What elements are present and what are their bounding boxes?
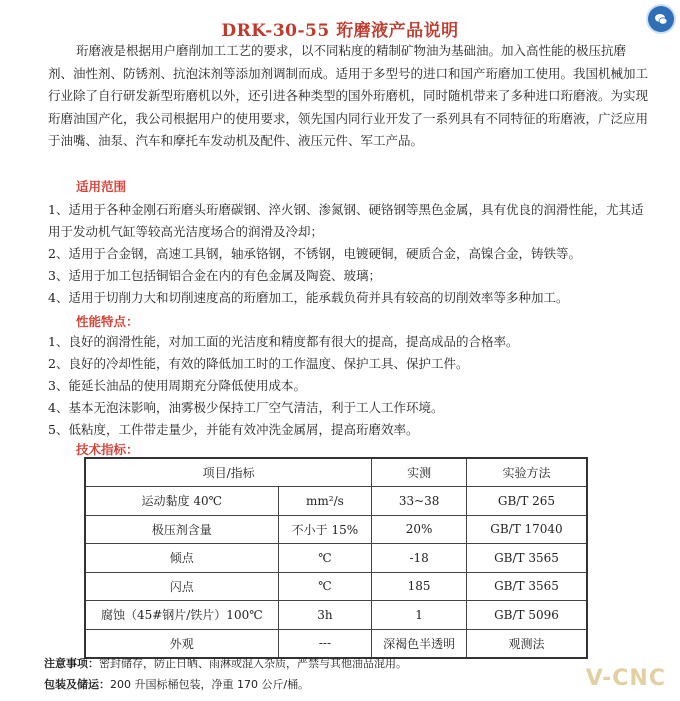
row-measured: 深褐色半透明	[372, 629, 467, 658]
row-method: 观测法	[466, 629, 587, 658]
row-name: 外观	[85, 629, 278, 658]
header-method: 实验方法	[466, 458, 587, 487]
row-measured: -18	[372, 544, 467, 573]
scope-item: 3、适用于加工包括铜铝合金在内的有色金属及陶瓷、玻璃；	[48, 268, 381, 283]
row-method: GB/T 265	[466, 487, 587, 516]
table-header-row	[85, 458, 587, 487]
row-method: GB/T 3565	[466, 544, 587, 573]
features-heading: 性能特点：	[76, 314, 139, 329]
feature-item: 2、良好的冷却性能，有效的降低加工时的工作温度、保护工具、保护工件。	[48, 356, 469, 371]
scope-item: 1、适用于各种金刚石珩磨头珩磨碳钢、淬火钢、渗氮钢、硬铬钢等黑色金属，具有优良的润滑性能，尤其适用于发动机气缸等较高光洁度场合的润滑及冷却；	[48, 202, 644, 239]
row-name: 倾点	[85, 544, 278, 573]
tech-heading: 技术指标：	[76, 442, 139, 457]
header-measured: 实测	[372, 458, 467, 487]
row-name: 闪点	[85, 572, 278, 601]
feature-item: 3、能延长油品的使用周期充分降低使用成本。	[48, 378, 306, 393]
intro-paragraph: 珩磨液是根据用户磨削加工工艺的要求，以不同粘度的精制矿物油为基础油。加入高性能的极压抗磨剂、油性剂、防锈剂、抗泡沫剂等添加剂调制而成。适用于多型号的进口和国产珩磨加工使用。我国机械加工行业除了自行研发新型珩磨机以外，还引进各种类型的国外珩磨机，同时随机带来了多种进口珩磨液。为实现珩磨油国产化，我公司根据用户的使用要求，领先国内同行业开发了一系列具有不同特征的珩磨液，广泛应用于油嘴、油泵、汽车和摩托车发动机及配件、液压元件、军工产品。	[48, 43, 649, 148]
row-unit: ---	[278, 629, 372, 658]
caution-note	[44, 655, 407, 671]
page-title: DRK-30-55 珩磨液产品说明	[221, 21, 459, 41]
table-row	[85, 515, 587, 544]
scope-item: 2、适用于合金钢，高速工具钢，轴承铬钢，不锈钢，电镀硬铜，硬质合金，高镍合金，铸铁等。	[48, 246, 581, 261]
row-method: GB/T 5096	[466, 601, 587, 630]
row-unit: 3h	[278, 601, 372, 630]
row-unit: mm²/s	[278, 487, 372, 516]
row-method: GB/T 17040	[466, 515, 587, 544]
row-unit: ℃	[278, 544, 372, 573]
tech-spec-table	[84, 457, 588, 659]
feature-item: 1、良好的润滑性能，对加工面的光洁度和精度都有很大的提高，提高成品的合格率。	[48, 334, 519, 349]
row-method: GB/T 3565	[466, 572, 587, 601]
packing-text: 200 升国标桶包装，净重 170 公斤/桶。	[110, 678, 310, 691]
packing-note	[44, 676, 309, 692]
row-measured: 185	[372, 572, 467, 601]
caution-text: 密封储存，防止日晒、雨淋或混入杂质，严禁与其他油品混用。	[99, 657, 407, 670]
feature-item: 5、低粘度，工件带走量少，并能有效冲洗金属屑，提高珩磨效率。	[48, 422, 419, 437]
feature-item: 4、基本无泡沫影响，油雾极少保持工厂空气清洁，利于工人工作环境。	[48, 400, 444, 415]
table-row	[85, 572, 587, 601]
row-measured: 20%	[372, 515, 467, 544]
row-unit: ℃	[278, 572, 372, 601]
packing-label: 包装及储运：	[44, 678, 110, 691]
brand-watermark: V-CNC	[585, 666, 666, 691]
table-row	[85, 629, 587, 658]
row-name: 极压剂含量	[85, 515, 278, 544]
row-name: 运动黏度 40℃	[85, 487, 278, 516]
table-row	[85, 544, 587, 573]
scope-item: 4、适用于切削力大和切削速度高的珩磨加工，能承载负荷并具有较高的切削效率等多种加工。	[48, 290, 569, 305]
header-item: 项目/指标	[85, 458, 372, 487]
row-name: 腐蚀（45#钢片/铁片）100℃	[85, 601, 278, 630]
row-measured: 33~38	[372, 487, 467, 516]
table-row	[85, 487, 587, 516]
row-measured: 1	[372, 601, 467, 630]
caution-label: 注意事项：	[44, 657, 99, 670]
table-row	[85, 601, 587, 630]
row-unit: 不小于 15%	[278, 515, 372, 544]
scope-heading: 适用范围	[76, 179, 127, 194]
